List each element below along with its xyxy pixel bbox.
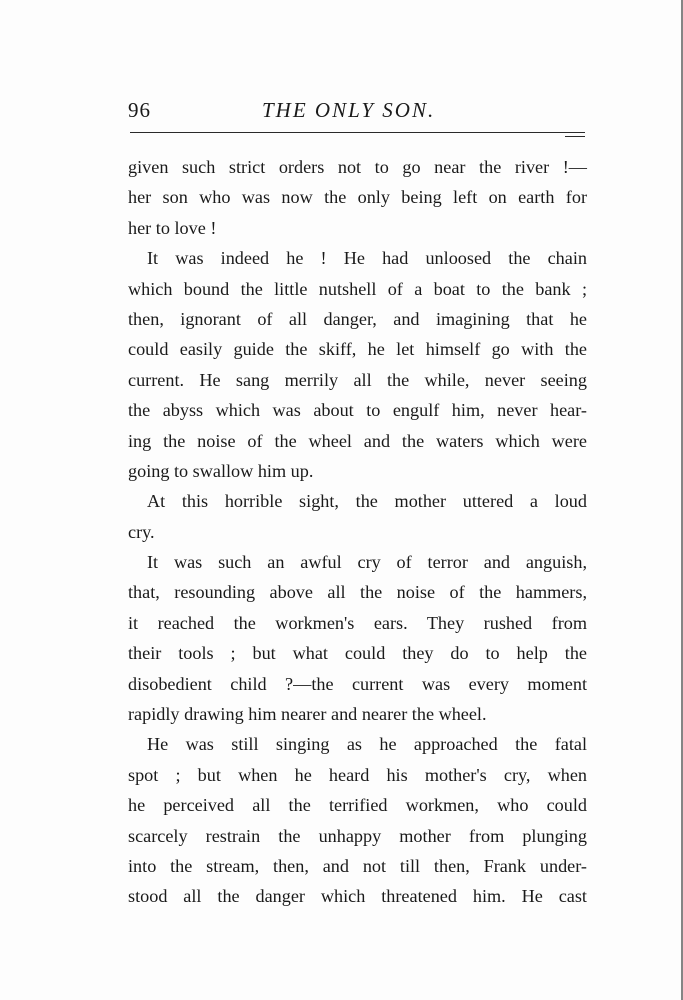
text-line: which bound the little nutshell of a boat to the bank ; [128, 278, 587, 299]
text-line: It was indeed he ! He had unloosed the chain [147, 248, 587, 269]
text-line: that, resounding above all the noise of the hammers, [128, 582, 587, 603]
text-line: At this horrible sight, the mother uttered a loud [147, 491, 587, 512]
text-line: going to swallow him up. [128, 460, 314, 481]
text-line: her to love ! [128, 217, 217, 238]
text-line: current. He sang merrily all the while, never seeing [128, 369, 587, 390]
text-line: He was still singing as he approached the fatal [147, 734, 587, 755]
text-line: the abyss which was about to engulf him, never hear- [128, 400, 587, 421]
text-line: spot ; but when he heard his mother's cry, when [128, 764, 587, 785]
text-line: could easily guide the skiff, he let himself go with the [128, 339, 587, 360]
text-line: disobedient child ?—the current was every moment [128, 673, 587, 694]
text-line: into the stream, then, and not till then, Frank under- [128, 855, 587, 876]
header-rule [130, 132, 585, 133]
body-text [128, 152, 587, 912]
text-line: cry. [128, 521, 155, 542]
text-line: scarcely restrain the unhappy mother from plunging [128, 825, 587, 846]
text-line: her son who was now the only being left on earth for [128, 187, 587, 208]
running-title: THE ONLY SON. [262, 98, 436, 122]
page-header [128, 98, 588, 128]
text-line: their tools ; but what could they do to help the [128, 643, 587, 664]
text-line: then, ignorant of all danger, and imagining that he [128, 308, 587, 329]
page-number: 96 [128, 98, 151, 122]
header-rule-tick [565, 136, 585, 137]
text-line: stood all the danger which threatened him. He cast [128, 886, 587, 907]
text-line: rapidly drawing him nearer and nearer the wheel. [128, 704, 487, 725]
text-line: given such strict orders not to go near the river !— [128, 157, 587, 177]
text-line: he perceived all the terrified workmen, who could [128, 795, 587, 816]
text-line: It was such an awful cry of terror and anguish, [147, 552, 587, 573]
text-line: it reached the workmen's ears. They rushed from [128, 612, 587, 633]
text-line: ing the noise of the wheel and the waters which were [128, 430, 587, 451]
